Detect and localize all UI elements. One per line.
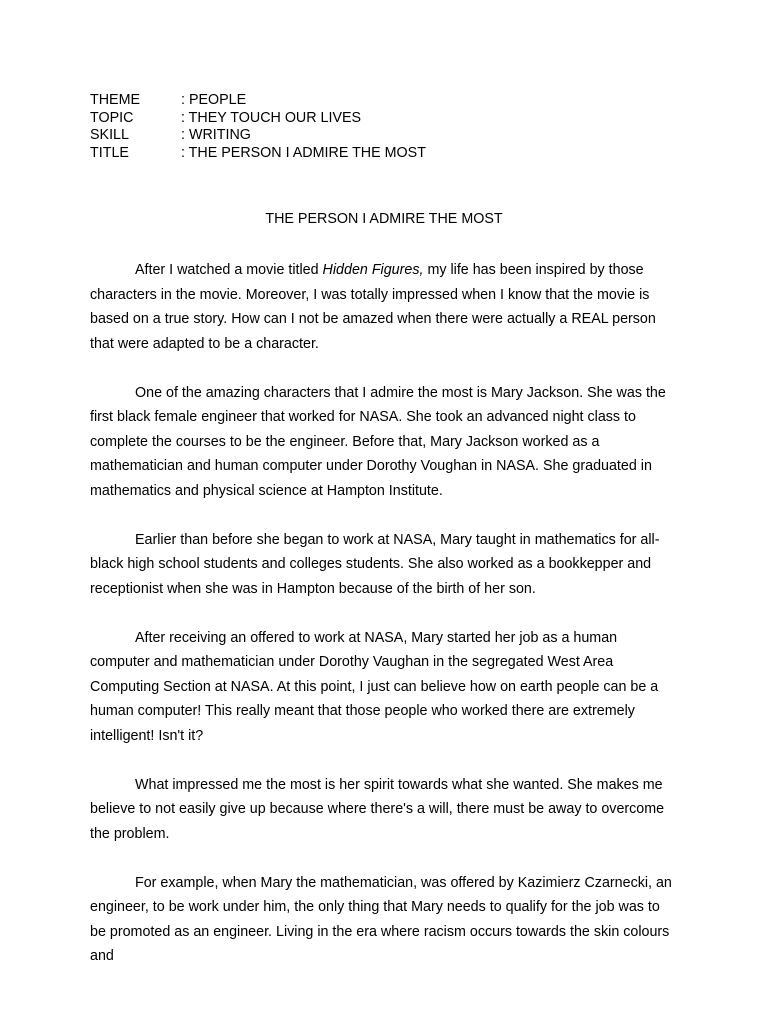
header-label: SKILL <box>90 127 129 143</box>
essay-title: THE PERSON I ADMIRE THE MOST <box>265 211 503 227</box>
paragraph-5: What impressed me the most is her spirit towards what she wanted. She makes me believe to not easily give up because where there's a will, there must be away to overcome the problem. <box>90 776 665 842</box>
header-row-skill <box>90 127 426 145</box>
header-label: TOPIC <box>90 109 134 126</box>
paragraph-6: For example, when Mary the mathematician, was offered by Kazimierz Czarnecki, an engineer, to be work under him, the only thing that Mary needs to qualify for the job was to be promoted as an engineer. Living in the era where racism occurs towards the skin colours and <box>90 874 672 964</box>
assignment-header <box>90 92 426 162</box>
header-value: : THEY TOUCH OUR LIVES <box>181 109 362 126</box>
paragraph-4: After receiving an offered to work at NASA, Mary started her job as a human computer and mathematician under Dorothy Vaughan in the segregated West Area Computing Section at NASA. At this point, I just can believe how on earth people can be a human computer! This really meant that those people who worked there are extremely intelligent! Isn't it? <box>90 629 659 744</box>
essay-body <box>90 258 676 993</box>
header-value: : PEOPLE <box>181 92 247 108</box>
header-value: : THE PERSON I ADMIRE THE MOST <box>181 144 426 161</box>
header-label: THEME <box>90 92 141 108</box>
header-label: TITLE <box>90 144 129 161</box>
header-row-title <box>90 145 426 163</box>
header-value: : WRITING <box>181 127 251 143</box>
movie-title: Hidden Figures, <box>322 262 424 278</box>
header-row-theme <box>90 92 426 110</box>
paragraph-1 <box>90 258 676 356</box>
header-row-topic <box>90 110 426 128</box>
paragraph-3: Earlier than before she began to work at NASA, Mary taught in mathematics for all-black high school students and colleges students. She also worked as a bookkepper and receptionist when she was in Hampton because of the birth of her son. <box>90 531 660 597</box>
paragraph-1-start: After I watched a movie titled <box>135 262 323 278</box>
paragraph-1-rest: my life has been inspired by those characters in the movie. Moreover, I was totally impressed when I know that the movie is based on a true story. How can I not be amazed when there were actually a REAL person that were adapted to be a character. <box>90 262 656 352</box>
paragraph-2: One of the amazing characters that I admire the most is Mary Jackson. She was the first black female engineer that worked for NASA. She took an advanced night class to complete the courses to be the engineer. Before that, Mary Jackson worked as a mathematician and human computer under Dorothy Voughan in NASA. She graduated in mathematics and physical science at Hampton Institute. <box>90 384 666 499</box>
